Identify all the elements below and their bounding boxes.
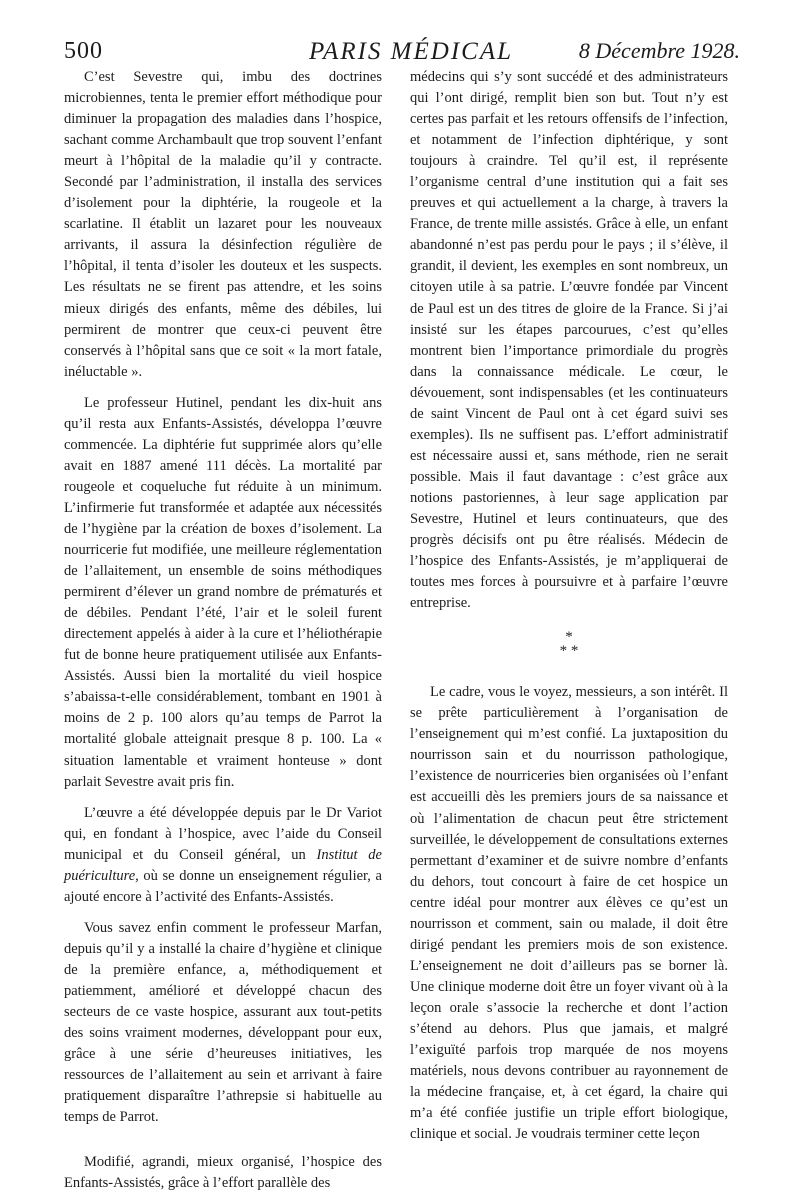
paragraph-marfan: Vous savez enfin comment le professeur Marfan, depuis qu’il y a installé la chaire d’hygiène et clinique de la première enfance, a, méthodiquement et patiemment, amélioré et développé chacun des secteurs de ce vaste hospice, assurant aux tout-petits des soins vraiment modernes, développant pour eux, grâce à une série d’heureuses initiatives, les ressources de l’allaitement au sein et arrivant à faire pratiquement disparaître l’athrepsie si habituelle au temps de Parrot. bbox=[64, 919, 382, 1126]
paragraph-hospice: Modifié, agrandi, mieux organisé, l’hospice des Enfants-Assistés, grâce à l’effort parallèle des bbox=[64, 1154, 382, 1192]
paragraph-enseignement: Le cadre, vous le voyez, messieurs, a son intérêt. Il se prête particulièrement à l’organisation de l’enseignement qui m’est confié. La juxtaposition du nourrisson sain et du nourrisson pathologique, l’existence de nourriceries bien organisées où l’enfant est accueilli dès les premiers jours de sa naissance et où l’alimentation de chacun peut être strictement surveillée, le développement de consultations externes permettant d’examiner et de suivre nombre d’enfants du dehors, tout concourt à faire de cet hospice un centre idéal pour montrer aux élèves ce qu’est un nourrisson et comment, sain ou malade, il doit être dirigé pendant les premiers mois de son existence. L’enseignement ne doit d’ailleurs pas se borner là. Une clinique moderne doit être un foyer vivant où à la leçon orale s’associe la recherche et dont l’action s’étend au dehors. Plus que jamais, et malgré l’exiguïté parfois trop marquée de nos moyens matériels, nous devons contribuer au rayonnement de la médecine française, et, à cet égard, la chaire qui m’a été confiée justifie un triple effort biologique, clinique et social. Je voudrais terminer cette leçon bbox=[410, 684, 728, 1143]
separator-star-top: * bbox=[565, 629, 573, 646]
paragraph-continuation: médecins qui s’y sont succédé et des administrateurs qui l’ont dirigé, remplit bien son but. Tout n’y est certes pas parfait et les retours offensifs de l’infection, et notamment de l’infection diphtérique, y sont toujours à craindre. Tel qu’il est, il représente l’organisme central d’une institution qui a fait ses preuves et qui actuellement a la charge, à travers la France, de trente mille assistés. Grâce à elle, un enfant abandonné n’est pas perdu pour le pays ; il s’élève, il grandit, il devient, les exemples en sont nombreux, un citoyen utile à sa patrie. L’œuvre fondée par Vincent de Paul est un des titres de gloire de la France. Si j’ai insisté sur les étapes parcourues, c’est qu’elles montrent bien l’importance primordiale du progrès dans la connaissance médicale. Le cœur, le dévouement, sont indispensables (et les continuateurs de saint Vincent de Paul ont à cet égard suivi ses exemples). Ils ne suffisent pas. L’effort administratif est nécessaire aussi et, sans méthode, rien ne serait possible. Mais il faut davantage : c’est grâce aux notions pastoriennes, à leur sage application par Sevestre, Hutinel et leurs continuateurs, que des progrès décisifs ont pu être réalisés. Médecin de l’hospice des Enfants-Assistés, je m’appliquerai de toutes mes forces à poursuivre et à parfaire l’œuvre entreprise. bbox=[410, 69, 728, 612]
variot-text-start: L’œuvre a été développée depuis par le Dr Variot qui, en fondant à l’hospice, avec l’aide du Conseil municipal et du Conseil général, un bbox=[64, 804, 382, 863]
page-header bbox=[64, 38, 740, 70]
section-separator bbox=[410, 629, 728, 660]
right-column bbox=[410, 67, 728, 1145]
institut-title: Institut de puériculture bbox=[64, 846, 382, 884]
variot-text-end: , où se donne un enseignement régulier, a ajouté encore à l’activité des Enfants-Assistés. bbox=[64, 867, 382, 905]
journal-title: PARIS MÉDICAL bbox=[309, 38, 513, 65]
separator-stars-bottom: * * bbox=[559, 643, 579, 660]
left-column bbox=[64, 67, 382, 1194]
paragraph-hutinel: Le professeur Hutinel, pendant les dix-huit ans qu’il resta aux Enfants-Assistés, développa l’œuvre commencée. La diphtérie fut supprimée alors qu’elle avait en 1887 amené 111 décès. La mortalité par rougeole et coqueluche fut réduite à un minimum. L’infirmerie fut transformée et adaptée aux nécessités de l’hygiène par la création de boxes d’isolement. La nourricerie fut modifiée, une meilleure réglementation de l’allaitement, un ensemble de soins méthodiques permirent d’élever un grand nombre de prématurés et de débiles. Pendant l’été, l’air et le soleil furent directement appelés à aider à la cure et l’héliothérapie fut de bonne heure pratiquement utilisée aux Enfants-Assistés. Aussi bien la mortalité du vieil hospice s’abaissa-t-elle considérablement, tombant en 1901 à moins de 2 p. 100 alors qu’au temps de Parrot la mortalité globale atteignait presque 8 p. 100. La « situation lamentable et vraiment honteuse » dont parlait Sevestre avait pris fin. bbox=[64, 394, 382, 790]
page-number: 500 bbox=[64, 38, 103, 64]
paragraph-variot bbox=[64, 803, 382, 908]
issue-date: 8 Décembre 1928. bbox=[578, 38, 740, 63]
paragraph-sevestre: C’est Sevestre qui, imbu des doctrines microbiennes, tenta le premier effort méthodique pour diminuer la propagation des maladies dans l’hospice, sachant comme Archambault que trop souvent l’enfant meurt à l’hôpital de la maladie qu’il y contracte. Secondé par l’administration, il installa des services d’isolement pour la diphtérie, la rougeole et la scarlatine. Il établit un lazaret pour les nouveaux arrivants, il assura la désinfection régulière de l’hôpital, il tenta d’isoler les douteux et les suspects. Les résultats ne se firent pas attendre, et les soins mieux dirigés des enfants, même des débiles, lui permirent de montrer que ceux-ci peuvent être conservés à l’hôpital sans que ce soit « la mort fatale, inéluctable ». bbox=[64, 69, 382, 380]
